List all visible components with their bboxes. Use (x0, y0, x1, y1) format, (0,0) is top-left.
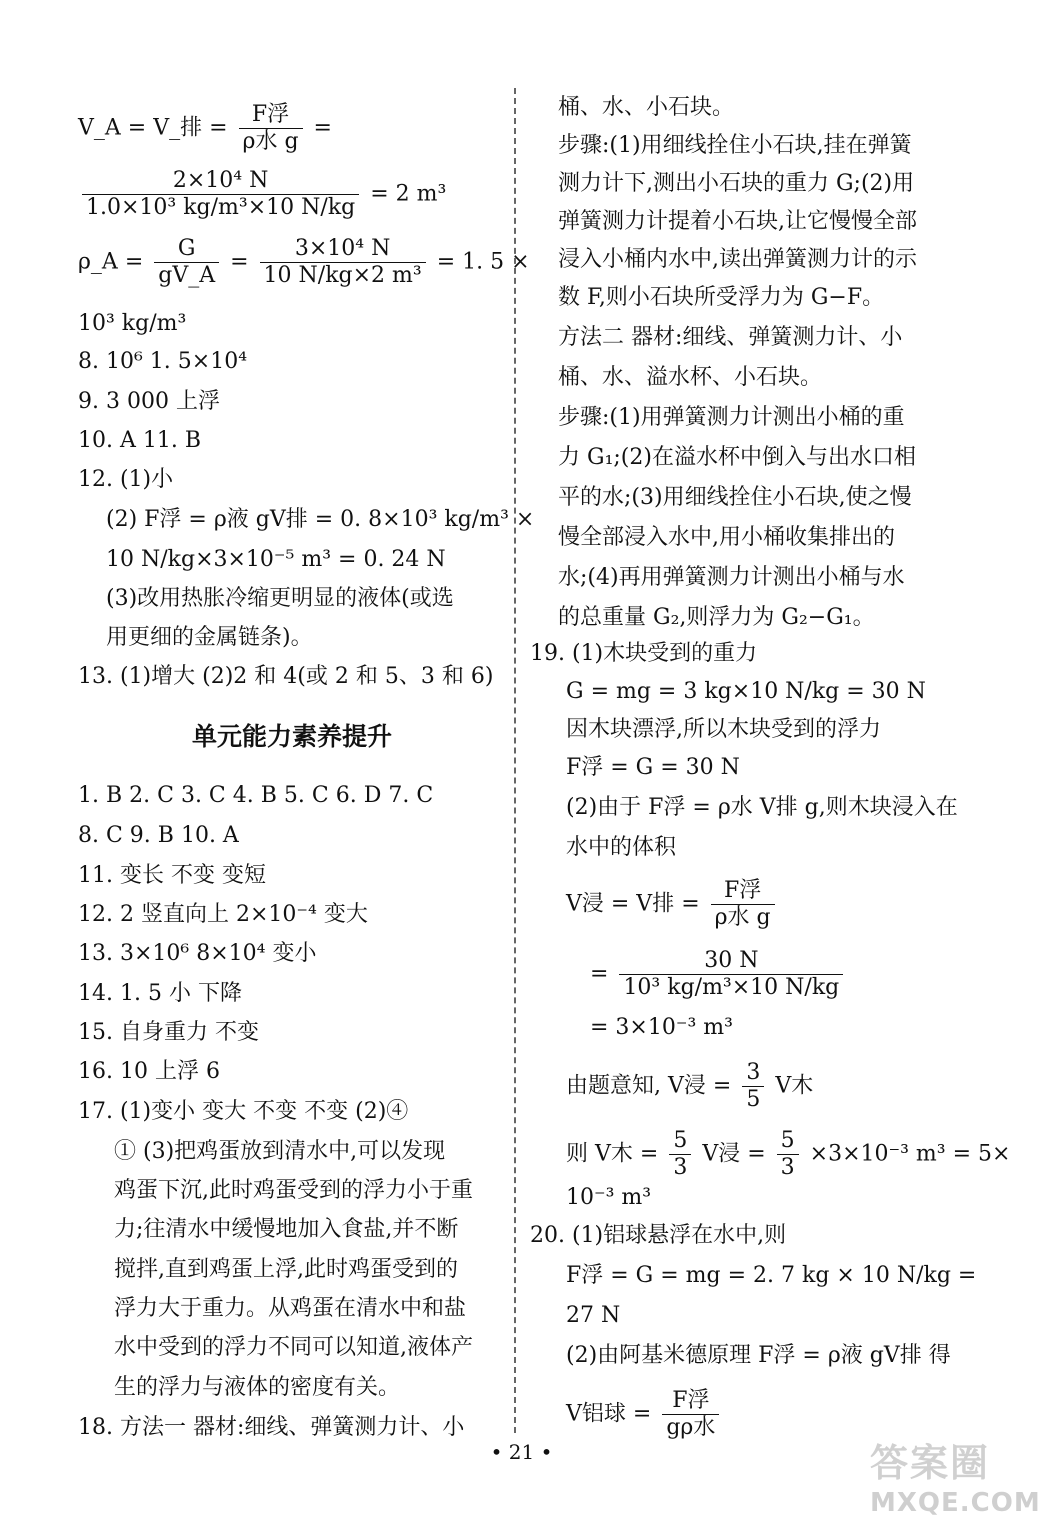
answer-13: 13. (1)增大 (2)2 和 4(或 2 和 5、3 和 6) (78, 664, 494, 689)
denominator: 5 (742, 1086, 764, 1113)
answer-line: 10⁻³ m³ (566, 1185, 652, 1210)
section-title: 单元能力素养提升 (191, 722, 392, 751)
equation-va (78, 102, 332, 155)
equation-suffix: = (313, 115, 332, 141)
equation-v-value (590, 948, 847, 1001)
answer-line: 16. 10 上浮 6 (78, 1059, 220, 1084)
equation-prefix: = (590, 961, 609, 987)
numerator: 5 (673, 1128, 688, 1153)
fraction (260, 236, 426, 289)
answer-line: (2)由阿基米德原理 F浮 = ρ液 gV排 得 (566, 1343, 951, 1368)
equation-middle: V浸 = (702, 1141, 766, 1167)
answer-line: 方法二 器材:细线、弹簧测力计、小 (558, 325, 903, 350)
answer-line: 生的浮力与液体的密度有关。 (114, 1375, 401, 1400)
equation-v-ball (566, 1388, 723, 1441)
equation-prefix: V_A = V_排 = (78, 115, 228, 141)
answer-line: (2)由于 F浮 = ρ水 V排 g,则木块浸入在 (566, 795, 958, 820)
equation-prefix: 则 V木 = (566, 1141, 659, 1167)
answer-20: 20. (1)铝球悬浮在水中,则 (530, 1223, 787, 1248)
answer-line: 的总重量 G₂,则浮力为 G₂−G₁。 (558, 605, 875, 630)
answer-line: 慢全部浸入水中,用小桶收集排出的 (558, 525, 895, 550)
equation-v-wood (566, 1128, 1010, 1181)
answer-line: 1. B 2. C 3. C 4. B 5. C 6. D 7. C (78, 783, 434, 808)
answer-line: 18. 方法一 器材:细线、弹簧测力计、小 (78, 1415, 465, 1440)
answer-line: 水中的体积 (566, 835, 677, 860)
watermark-logo: 答案圈 (870, 1441, 991, 1485)
answer-line: 鸡蛋下沉,此时鸡蛋受到的浮力小于重 (114, 1178, 473, 1203)
answer-line: 水中受到的浮力不同可以知道,液体产 (114, 1335, 473, 1360)
equation-ratio (566, 1060, 813, 1113)
denominator: ρ水 g (239, 128, 303, 155)
answer-line: 8. C 9. B 10. A (78, 823, 239, 848)
answer-line: G = mg = 3 kg×10 N/kg = 30 N (566, 679, 926, 704)
answer-line: 15. 自身重力 不变 (78, 1020, 259, 1045)
fraction (669, 1128, 691, 1181)
numerator: F浮 (251, 102, 290, 127)
watermark (870, 1440, 1041, 1530)
answer-line: 13. 3×10⁶ 8×10⁴ 变小 (78, 941, 317, 966)
equation-prefix: V浸 = V排 = (566, 891, 700, 917)
denominator: 1.0×10³ kg/m³×10 N/kg (82, 194, 359, 221)
answer-line: 测力计下,测出小石块的重力 G;(2)用 (558, 171, 915, 196)
answer-line: 搅拌,直到鸡蛋上浮,此时鸡蛋受到的 (114, 1257, 458, 1282)
answer-12: 12. (1)小 (78, 467, 174, 492)
equation-suffix: ×3×10⁻³ m³ = 5× (809, 1141, 1011, 1167)
answer-line: F浮 = G = mg = 2. 7 kg × 10 N/kg = (566, 1263, 977, 1288)
answer-line: 数 F,则小石块所受浮力为 G−F。 (558, 285, 885, 310)
numerator: F浮 (672, 1388, 710, 1413)
equation-va-value (78, 168, 446, 221)
page-number: • 21 • (490, 1440, 553, 1464)
answer-line: 力;往清水中缓慢地加入食盐,并不断 (114, 1217, 459, 1242)
answer-line: 用更细的金属链条)。 (106, 625, 313, 650)
answer-10-11: 10. A 11. B (78, 428, 202, 453)
answer-line: 浸入小桶内水中,读出弹簧测力计的示 (558, 247, 917, 272)
equation-v-immersed (566, 878, 779, 931)
equation-suffix: V木 (775, 1073, 814, 1099)
fraction (154, 236, 219, 289)
denominator: ρ水 g (711, 904, 775, 931)
denominator: gV_A (154, 262, 219, 289)
answer-line: 11. 变长 不变 变短 (78, 863, 266, 888)
answer-line: 步骤:(1)用弹簧测力计测出小桶的重 (558, 405, 905, 430)
answer-line: 27 N (566, 1303, 621, 1328)
equals-sign: = (230, 249, 249, 275)
answer-line: 因木块漂浮,所以木块受到的浮力 (566, 717, 881, 742)
numerator: 5 (780, 1128, 795, 1153)
answer-line: (3)改用热胀冷缩更明显的液体(或选 (106, 586, 454, 611)
answer-line: 12. 2 竖直向上 2×10⁻⁴ 变大 (78, 902, 368, 927)
fraction (777, 1128, 799, 1181)
answer-line: (2) F浮 = ρ液 gV排 = 0. 8×10³ kg/m³ × (106, 507, 535, 532)
answer-line: 弹簧测力计提着小石块,让它慢慢全部 (558, 209, 917, 234)
numerator: G (177, 236, 196, 261)
numerator: 3 (746, 1060, 761, 1085)
column-divider (514, 88, 516, 1433)
fraction (239, 102, 303, 155)
equation-prefix: 由题意知, V浸 = (566, 1073, 732, 1099)
watermark-text: MXQE.COM (870, 1488, 1041, 1518)
answer-line: 14. 1. 5 小 下降 (78, 981, 242, 1006)
equation-density (78, 236, 530, 289)
fraction (742, 1060, 764, 1113)
equation-suffix: = 1. 5 × (436, 249, 530, 275)
answer-8: 8. 10⁶ 1. 5×10⁴ (78, 349, 248, 374)
answer-line: 水;(4)再用弹簧测力计测出小桶与水 (558, 565, 905, 590)
denominator: 10³ kg/m³×10 N/kg (619, 974, 843, 1001)
answer-line: 17. (1)变小 变大 不变 不变 (2)④ (78, 1099, 409, 1124)
answer-line: 10³ kg/m³ (78, 311, 187, 336)
answer-line: 桶、水、小石块。 (558, 95, 735, 120)
fraction (662, 1388, 719, 1441)
denominator: 3 (669, 1154, 691, 1181)
answer-line: = 3×10⁻³ m³ (590, 1015, 733, 1040)
fraction (711, 878, 775, 931)
numerator: 3×10⁴ N (294, 236, 391, 261)
denominator: 10 N/kg×2 m³ (260, 262, 426, 289)
denominator: gρ水 (662, 1414, 719, 1441)
answer-line: 浮力大于重力。从鸡蛋在清水中和盐 (114, 1296, 467, 1321)
numerator: F浮 (724, 878, 762, 903)
denominator: 3 (777, 1154, 799, 1181)
answer-19: 19. (1)木块受到的重力 (530, 641, 758, 666)
answer-line: 步骤:(1)用细线拴住小石块,挂在弹簧 (558, 133, 912, 158)
answer-line: F浮 = G = 30 N (566, 755, 740, 780)
answer-line: ① (3)把鸡蛋放到清水中,可以发现 (114, 1139, 446, 1164)
fraction (82, 168, 359, 221)
equation-suffix: = 2 m³ (370, 181, 447, 207)
equation-prefix: ρ_A = (78, 249, 144, 275)
answer-line: 10 N/kg×3×10⁻⁵ m³ = 0. 24 N (106, 547, 446, 572)
answer-line: 力 G₁;(2)在溢水杯中倒入与出水口相 (558, 445, 916, 470)
fraction (619, 948, 843, 1001)
answer-line: 桶、水、溢水杯、小石块。 (558, 365, 823, 390)
equation-prefix: V铝球 = (566, 1401, 652, 1427)
numerator: 2×10⁴ N (172, 168, 269, 193)
answer-9: 9. 3 000 上浮 (78, 389, 220, 414)
answer-line: 平的水;(3)用细线拴住小石块,使之慢 (558, 485, 912, 510)
numerator: 30 N (704, 948, 759, 973)
